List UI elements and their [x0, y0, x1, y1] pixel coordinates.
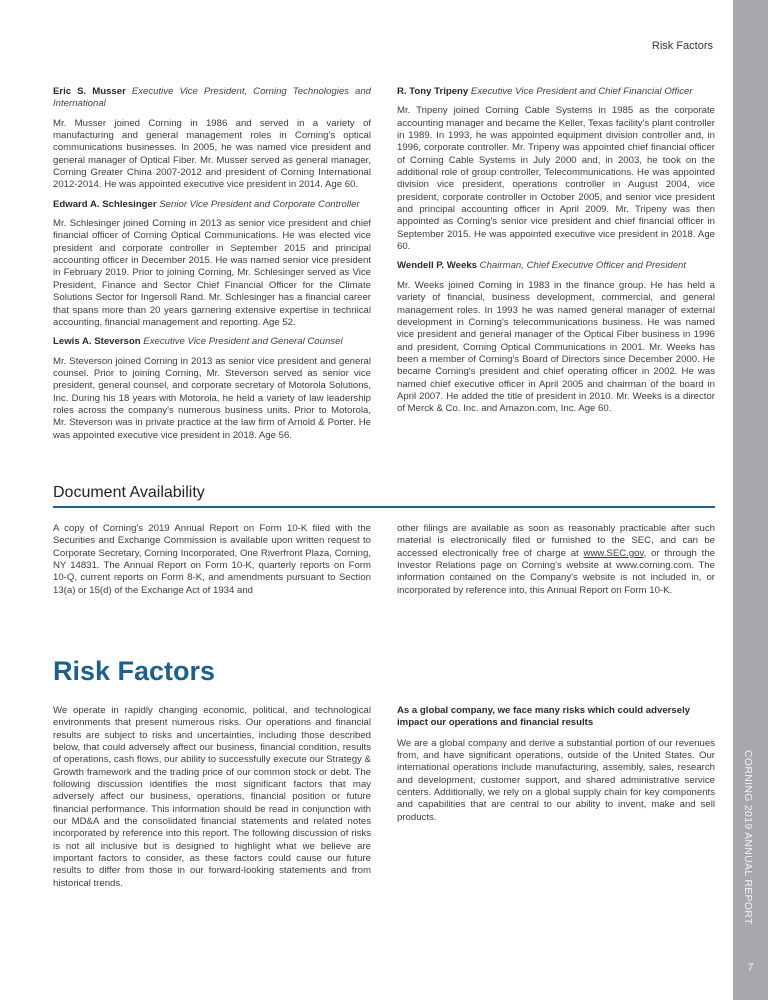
executives-right-column	[397, 86, 715, 423]
document-availability-text: A copy of Corning's 2019 Annual Report on Form 10-K filed with the Securities and Exchange Commission is available upon written request to Corporate Secretary, Corning Incorporated, One Riverfront Plaza, Corning, NY 14831. The Annual Report on Form 10-K, quarterly reports on Form 10-Q, current reports on Form 8-K, and amendments pursuant to Section 13(a) or 15(d) of the Exchange Act of 1934 and	[53, 523, 371, 596]
executive-bio: Mr. Tripeny joined Corning Cable Systems in 1985 as the corporate accounting manager and became the Keller, Texas facility's plant controller in 1989. In 1993, he was appointed equipment division controller and, in 1996, corporate controller. Mr. Tripeny was appointed chief financial officer of Corning Cable Systems in July 2000 and, in 2003, he took on the additional role of group controller, Telecommunications. He was appointed division vice president, operations controller in August 2004, vice president, corporate controller in October 2005, and senior vice president and principal accounting officer in April 2009. Mr. Tripeny was then appointed as Corning's senior vice president and chief financial officer in September 2015. He was appointed executive vice president in 2018. Age 60.	[397, 105, 715, 253]
global-risk-subheading: As a global company, we face many risks which could adversely impact our operations and financial results	[397, 705, 691, 729]
report-label: CORNING 2019 ANNUAL REPORT	[742, 750, 754, 925]
executive-bio: Mr. Weeks joined Corning in 1983 in the finance group. He has held a variety of financial, business development, commercial, and general management roles. In 1993 he was named general manager of external development in Corning's telecommunications business. He was named vice president and general manager of the Optical Fiber business in 1996 and president, Corning Optical Communications in 2001. Mr. Weeks has been a member of Corning's Board of Directors since December 2000. He became Corning's president and chief operating officer in 2002. He was named chief executive officer in April 2005 and chairman of the board in April 2007. He added the title of president in 2010. Mr. Weeks is a director of Merck & Co. Inc. and Amazon.com, Inc. Age 60.	[397, 279, 715, 415]
executive-name: Eric S. Musser	[53, 86, 126, 97]
bio-heading	[53, 86, 371, 111]
risk-factors-title: Risk Factors	[53, 656, 216, 686]
bio-heading	[397, 86, 715, 98]
text-fragment: . The information contained on the Company's website is not included in, or incorporated by reference into, this Annual Report on Form 10-K.	[397, 560, 715, 596]
global-risk-text: We are a global company and derive a substantial portion of our revenues from, and have significant operations, outside of the United States. Our international operations include manufacturing, assembly, sales, research and development, customer support, and shared administrative service centers. Additionally, we rely on a global supply chain for key components and capabilities that are central to our ability to invent, make and sell products.	[397, 737, 715, 823]
document-availability-heading: Document Availability	[53, 484, 205, 501]
executive-title: Executive Vice President, Corning Technologies and International	[53, 86, 371, 110]
executives-left-column	[53, 86, 371, 449]
executive-title: Senior Vice President and Corporate Controller	[159, 198, 360, 210]
document-availability-left	[53, 523, 371, 604]
bio-heading	[397, 260, 715, 272]
running-head: Risk Factors	[651, 40, 713, 52]
executive-title: Executive Vice President and Chief Financial Officer	[470, 86, 693, 97]
corning-link[interactable]: www.corning.com	[616, 560, 692, 572]
executive-name: Edward A. Schlesinger	[53, 198, 157, 210]
executive-name: Wendell P. Weeks	[397, 260, 477, 272]
document-availability-right	[397, 523, 715, 604]
risk-factors-intro-column	[53, 705, 371, 897]
text-fragment: other filings are available as soon as reasonably practicable after such material is electronically filed or furnished to the SEC, and can be accessed electronically free of charge at	[397, 523, 715, 559]
document-availability-text-continued	[397, 523, 715, 597]
sec-link[interactable]: www.SEC.gov	[583, 547, 644, 559]
executive-bio: Mr. Musser joined Corning in 1986 and served in a variety of manufacturing and general management roles in Corning's optical communications businesses. In 2005, he was named vice president and general manager of Optical Fiber. Mr. Musser served as general manager, Corning Greater China 2007-2012 and president of Corning International 2012-2014. He was appointed executive vice president in 2014. Age 60.	[53, 117, 371, 191]
page-number: 7	[747, 962, 754, 974]
executive-bio: Mr. Schlesinger joined Corning in 2013 as senior vice president and chief financial officer of Corning Optical Communications. He was elected vice president and corporate controller in September 2015 and principal accounting officer in December 2015. He was named senior vice president in February 2019. Prior to joining Corning, Mr. Schlesinger served as Vice President, Finance and Sector Chief Financial Officer for the Climate Solutions Sector for Ingersoll Rand. Mr. Schlesinger has a financial career that spans more than 20 years garnering extensive expertise in technical accounting, financial management and reporting. Age 52.	[53, 218, 371, 328]
risk-factors-right-column	[397, 705, 715, 831]
text-fragment: , or through the Investor Relations page on Corning's website at	[397, 547, 715, 572]
executive-bio: Mr. Steverson joined Corning in 2013 as senior vice president and general counsel. Prior to joining Corning, Mr. Steverson served as senior vice president, general counsel, and corporate secretary of Motorola Solutions, Inc. During his 18 years with Motorola, he held a variety of law leadership roles across the company's numerous business units. Prior to Motorola, Mr. Steverson was in private practice at the law firm of Arnold & Porter. He was appointed executive vice president in 2018. Age 56.	[53, 355, 371, 441]
executive-title: Chairman, Chief Executive Officer and President	[479, 260, 687, 272]
executive-name: Lewis A. Steverson	[53, 336, 141, 348]
bio-heading	[53, 336, 371, 348]
risk-factors-intro: We operate in rapidly changing economic, political, and technological environments that present numerous risks. Our operations and financial results are subject to risks and uncertainties, including those described below, that could adversely affect our business, financial condition, results of operations, cash flows, our ability to successfully execute our Strategy & Growth framework and the trading price of our common stock or debt. The following discussion identifies the most significant factors that may adversely affect our business, operations, financial position or future financial performance. This information should be read in conjunction with our MD&A and the consolidated financial statements and related notes incorporated by reference into this report. The following discussion of risks is not all inclusive but is designed to highlight what we believe are important factors to consider, as these factors could cause our future results to differ from those in our forward-looking statements and from historical trends.	[53, 705, 371, 889]
side-strip	[733, 0, 768, 1000]
executive-title: Executive Vice President and General Counsel	[143, 336, 343, 348]
section-divider	[53, 506, 715, 508]
bio-heading	[53, 199, 371, 211]
executive-name: R. Tony Tripeny	[397, 86, 469, 97]
